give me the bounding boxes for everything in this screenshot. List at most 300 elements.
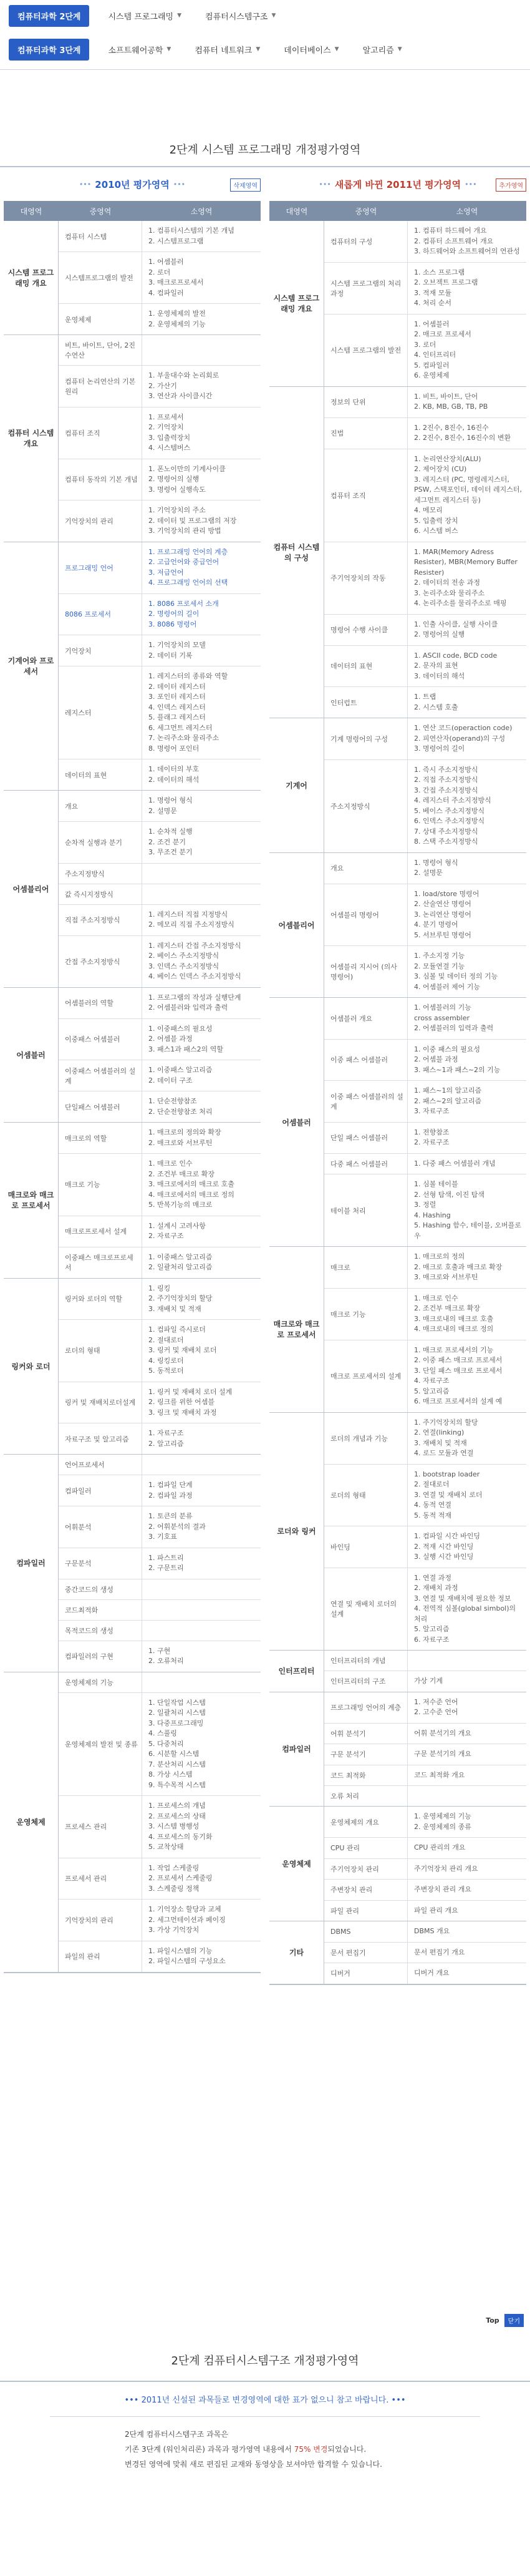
middle-area-cell: 테이블 처리 [324, 1174, 408, 1246]
table-row [324, 387, 526, 418]
section2-subtitle: ••• 2011년 신설된 과목들로 변경영역에 대한 표가 없으니 참고 바랍니다. ••• [124, 2396, 406, 2405]
stars-decoration: ••• [173, 180, 186, 188]
table-row [324, 853, 526, 884]
minor-area-cell: 1. 컴퓨터 하드웨어 개요 2. 컴퓨터 소프트웨어 개요 3. 하드웨어와 소프트웨어의 연관성 [414, 227, 520, 255]
header-major: 대영역 [20, 207, 42, 216]
table-row [324, 1174, 526, 1246]
minor-area-cell: 1. 단순전향참조 2. 단순전향참조 처리 [148, 1097, 213, 1116]
middle-area-cell: 중간코드의 생성 [59, 1579, 142, 1599]
table-row [59, 1154, 261, 1216]
table-row [59, 1123, 261, 1154]
table-row [324, 1465, 526, 1527]
table-group [4, 542, 261, 791]
table-row [324, 1724, 526, 1745]
group-rows [324, 1692, 526, 1807]
middle-area-cell: 로더의 형태 [324, 1465, 408, 1526]
close-button[interactable]: 닫기 [504, 2314, 524, 2327]
minor-area-cell: 1. 컴파일 즉시로더 2. 절대로더 3. 링커 및 재배치 로더 4. 링킹로더 5. 동적로더 [148, 1325, 217, 1375]
table-row [59, 366, 261, 407]
middle-area-cell: 구문 분석기 [324, 1744, 408, 1765]
middle-area-cell: 프로그래밍 언어 [59, 542, 142, 593]
table-row [59, 1247, 261, 1278]
minor-area-cell: 1. 어셈블러 2. 매크로 프로세서 3. 로더 4. 인터프리터 5. 컴파일러 6. 운영체제 [414, 320, 471, 379]
table-row [59, 1858, 261, 1900]
middle-area-cell: 단일패스 어셈블러 [59, 1091, 142, 1122]
header-middle: 중영역 [355, 207, 377, 216]
middle-area-cell: 어셈블리 명령어 [324, 884, 408, 946]
chevron-down-icon: ▼ [271, 12, 276, 19]
table-group [269, 221, 526, 387]
table-row [324, 1289, 526, 1340]
group-rows [324, 1921, 526, 1984]
group-rows [324, 1807, 526, 1921]
table-row [324, 1744, 526, 1765]
table-row [324, 760, 526, 852]
middle-area-cell: 매크로의 역할 [59, 1123, 142, 1153]
minor-area-cell: 1. 기억장소 할당과 교체 2. 세그먼테이션과 페이징 3. 가상 기억장치 [148, 1905, 226, 1934]
table-row [59, 1641, 261, 1672]
table-row [324, 1921, 526, 1943]
minor-area-cell: 1. 즉시 주소지정방식 2. 직접 주소지정방식 3. 간접 주소지정방식 4. 레지스터 주소지정방식 5. 베이스 주소지정방식 6. 인덱스 주소지정방식 7. 상대 주소지정방식 8. 스택 주소지정방식 [414, 765, 491, 846]
table-row [59, 304, 261, 334]
table-group [269, 1651, 526, 1692]
table-row [324, 315, 526, 386]
middle-area-cell: 코드 최적화 [324, 1765, 408, 1786]
table-row [59, 1621, 261, 1641]
minor-area-cell: 1. 구현 2. 오류처리 [148, 1646, 184, 1665]
middle-area-cell: 컴퓨터 동작의 기본 개념 [59, 459, 142, 500]
middle-area-cell: 주기억장치 관리 [324, 1859, 408, 1880]
header-minor: 소영역 [190, 207, 213, 216]
minor-area-cell: 1. 심볼 테이블 2. 선형 탐색, 이진 탐색 3. 정렬 4. Hashing 5. Hashing 함수, 테이블, 오버플로우 [414, 1180, 521, 1240]
middle-area-cell: 운영체제의 발전 및 종류 [59, 1693, 142, 1796]
middle-area-cell: 로더의 형태 [59, 1320, 142, 1382]
nav-link-computer-architecture[interactable]: 컴퓨터시스템구조 ▼ [205, 12, 276, 22]
group-name: 매크로와 매크로 프로세서 [269, 1247, 324, 1412]
minor-area-cell: 1. 소스 프로그램 2. 오브젝트 프로그램 3. 적재 모듈 4. 처리 순서 [414, 268, 478, 307]
group-rows [59, 221, 261, 334]
middle-area-cell: 시스템프로그램의 발전 [59, 252, 142, 303]
middle-area-cell: 개요 [324, 853, 408, 884]
minor-area-cell: 1. 이중패스 알고리즘 2. 일괄처리 알고리즘 [148, 1252, 213, 1271]
table-row [324, 1859, 526, 1880]
minor-area-cell: 1. load/store 명령어 2. 산술연산 명령어 3. 논리연산 명령어 4. 분기 명령어 5. 서브루틴 명령어 [414, 889, 479, 939]
table-row [324, 1880, 526, 1901]
header-minor: 소영역 [456, 207, 478, 216]
stars-decoration: ••• [79, 180, 92, 188]
table-row [324, 542, 526, 615]
top-controls [0, 2308, 530, 2333]
table-row [324, 646, 526, 688]
group-name: 어셈블리어 [269, 853, 324, 998]
table-row [324, 1340, 526, 1412]
group-name: 어셈블리어 [4, 791, 59, 987]
group-rows [59, 1672, 261, 1972]
table-row [324, 1671, 526, 1692]
table-row [324, 718, 526, 760]
group-name: 컴퓨터 시스템 개요 [4, 335, 59, 542]
middle-area-cell: 주소지정방식 [324, 760, 408, 852]
group-name: 어셈블러 [269, 998, 324, 1246]
minor-area-cell: 1. 저수준 언어 2. 고수준 언어 [414, 1697, 458, 1716]
middle-area-cell: 이중패스 어셈블러 [59, 1019, 142, 1060]
group-name: 어셈블러 [4, 988, 59, 1123]
table-row [59, 1216, 261, 1247]
chevron-down-icon: ▼ [177, 12, 182, 19]
minor-area-cell: 1. 링커 및 재배치 로더 설계 2. 링크를 위한 어셈블 3. 링크 및 재배치 과정 [148, 1387, 233, 1417]
left-table-header [4, 201, 261, 221]
table-row [59, 791, 261, 822]
table-row [59, 335, 261, 366]
comparison-tables [0, 167, 530, 2308]
middle-area-cell: 컴파일러 [59, 1475, 142, 1506]
middle-area-cell: 파일의 관리 [59, 1941, 142, 1972]
minor-area-cell: 1. 프로세서 2. 기억장치 3. 입출력장치 4. 시스템버스 [148, 412, 191, 452]
minor-area-cell: 코드 최적화 개요 [414, 1770, 465, 1779]
group-rows [59, 1455, 261, 1672]
right-column-2011 [269, 167, 526, 2308]
minor-area-cell [142, 884, 261, 904]
middle-area-cell: 시스템 프로그램의 처리과정 [324, 263, 408, 314]
table-row [59, 864, 261, 884]
minor-area-cell: 1. 인출 사이클, 실행 사이클 2. 명령어의 실행 [414, 620, 498, 638]
minor-area-cell: 1. 링킹 2. 주기억장치의 할당 3. 재배치 및 적재 [148, 1284, 213, 1313]
right-column-header [269, 167, 526, 201]
minor-area-cell: 1. 주기억장치의 할당 2. 연결(linking) 3. 재배치 및 적재 4. 로드 모듈과 연결 [414, 1418, 478, 1457]
deleted-area-tag: 삭제영역 [230, 178, 261, 192]
minor-area-cell: 1. 매크로의 정의와 확장 2. 매크로와 서브루틴 [148, 1128, 221, 1147]
table-row [324, 946, 526, 997]
middle-area-cell: 연결 및 재배치 로더의 설계 [324, 1568, 408, 1651]
table-group [269, 1413, 526, 1651]
minor-area-cell [142, 1600, 261, 1620]
middle-area-cell: 컴파일러의 구현 [59, 1641, 142, 1672]
minor-area-cell: 1. 레지스터 직접 지정방식 2. 메모리 직접 주소지정방식 [148, 910, 234, 929]
top-link[interactable]: Top [486, 2316, 499, 2325]
middle-area-cell: 프로세서 관리 [59, 1858, 142, 1900]
minor-area-cell: 1. 이중패스 알고리즘 2. 데이터 구조 [148, 1066, 213, 1085]
table-row [324, 1154, 526, 1175]
minor-area-cell: 구문 분석기의 개요 [414, 1750, 472, 1758]
middle-area-cell: 매크로 기능 [59, 1154, 142, 1216]
middle-area-cell: 기억장치의 관리 [59, 1900, 142, 1941]
left-table-body [4, 221, 261, 1973]
minor-area-cell: CPU 관리의 개요 [414, 1843, 466, 1852]
group-name: 시스템 프로그래밍 개요 [269, 221, 324, 386]
minor-area-cell: 1. 트랩 2. 시스템 호출 [414, 693, 458, 711]
minor-area-cell [142, 335, 261, 365]
table-group [4, 1672, 261, 1973]
group-name: 인터프리터 [269, 1651, 324, 1692]
table-group [4, 988, 261, 1123]
table-row [324, 1786, 526, 1806]
middle-area-cell: 기억장치의 관리 [59, 500, 142, 542]
table-row [59, 594, 261, 636]
stage2-badge[interactable]: 컴퓨터과학 2단계 [9, 5, 89, 27]
table-row [324, 1040, 526, 1081]
table-group [4, 335, 261, 542]
table-row [324, 1568, 526, 1651]
table-group [269, 853, 526, 998]
middle-area-cell: 컴퓨터 논리연산의 기본 원리 [59, 366, 142, 407]
middle-area-cell: 운영체제 [59, 304, 142, 334]
table-row [324, 1901, 526, 1921]
middle-area-cell: 매크로 [324, 1247, 408, 1288]
middle-area-cell: 비트, 바이트, 단어, 2진수연산 [59, 335, 142, 365]
middle-area-cell: 시스템 프로그램의 발전 [324, 315, 408, 386]
minor-area-cell: 1. 연결 과정 2. 재배치 과정 3. 연결 및 재배치에 필요한 정보 4. 전역적 심볼(global simbol)의 처리 5. 알고리즘 6. 자료구조 [414, 1573, 516, 1644]
middle-area-cell: 매크로프로세서 설계 [59, 1216, 142, 1247]
table-row [59, 407, 261, 459]
minor-area-cell: 1. 프로세스의 개념 2. 프로세스의 상태 3. 시스템 병행성 4. 프로세스의 동기화 5. 교착상태 [148, 1802, 213, 1851]
table-row [324, 1123, 526, 1154]
left-column-2010 [4, 167, 261, 2308]
nav-link-software-engineering[interactable]: 소프트웨어공학 ▼ [108, 46, 171, 56]
group-rows [324, 853, 526, 998]
minor-area-cell: 1. 매크로 인수 2. 조건부 매크로 확장 3. 매크로에서의 매크로 호출 4. 매크로에서의 매크로 정의 5. 반복기능의 매크로 [148, 1159, 234, 1209]
table-row [59, 988, 261, 1019]
nav-link-database[interactable]: 데이터베이스 ▼ [284, 46, 339, 56]
middle-area-cell: 직접 주소지정방식 [59, 905, 142, 935]
minor-area-cell: 1. 설계시 고려사항 2. 자료구조 [148, 1221, 206, 1240]
table-row [324, 449, 526, 542]
group-rows [324, 1247, 526, 1412]
minor-area-cell: 1. 작업 스케줄링 2. 프로세서 스케줄링 3. 스케줄링 정책 [148, 1863, 213, 1893]
minor-area-cell: 1. 이중패스의 필요성 2. 어셈블 과정 3. 패스1과 패스2의 역할 [148, 1024, 223, 1053]
table-row [324, 263, 526, 315]
nav-row-stage2 [0, 0, 530, 27]
minor-area-cell: 1. 데이터의 부호 2. 데이터의 해석 [148, 765, 200, 784]
table-row [59, 1941, 261, 1972]
middle-area-cell: 주소지정방식 [59, 864, 142, 884]
minor-area-cell: 1. ASCII code, BCD code 2. 문자의 표현 3. 데이터의 해석 [414, 651, 498, 680]
minor-area-cell: 디버거 개요 [414, 1969, 450, 1977]
middle-area-cell: 매크로 프로세서의 설계 [324, 1340, 408, 1412]
section2-title: 2단계 컴퓨터시스템구조 개정평가영역 [0, 2333, 530, 2382]
table-row [59, 884, 261, 905]
minor-area-cell: 1. 기억장치의 주소 2. 데이터 및 프로그램의 저장 3. 기억장치의 관리 방법 [148, 506, 237, 535]
table-row [59, 635, 261, 666]
nav-row-stage3 [0, 34, 530, 61]
stars-decoration: ••• [465, 180, 477, 188]
table-row [59, 1796, 261, 1858]
table-row [59, 1423, 261, 1454]
minor-area-cell: 1. 폰노이만의 기계사이클 2. 명령어의 실행 3. 명령어 실행속도 [148, 464, 226, 494]
middle-area-cell: 기억장치 [59, 635, 142, 666]
middle-area-cell: 바인딩 [324, 1526, 408, 1568]
table-row [59, 822, 261, 864]
table-row [324, 1765, 526, 1787]
table-group [4, 791, 261, 988]
table-row [324, 418, 526, 449]
table-row [59, 1091, 261, 1122]
right-table-header [269, 201, 526, 221]
table-row [324, 1247, 526, 1289]
minor-area-cell: 1. 비트, 바이트, 단어 2. KB, MB, GB, TB, PB [414, 392, 488, 411]
table-row [324, 615, 526, 646]
table-row [59, 1279, 261, 1320]
table-row [59, 905, 261, 936]
table-group [269, 387, 526, 719]
minor-area-cell: 1. 다중 패스 어셈블러 개념 [414, 1159, 496, 1168]
table-row [324, 1692, 526, 1724]
middle-area-cell: 운영체제의 개요 [324, 1807, 408, 1837]
middle-area-cell: 진법 [324, 418, 408, 449]
table-group [269, 1921, 526, 1984]
table-row [59, 459, 261, 501]
group-name: 시스템 프로그래밍 개요 [4, 221, 59, 334]
group-rows [59, 1279, 261, 1455]
middle-area-cell: 어셈블리 지시어 (의사 명령어) [324, 946, 408, 997]
group-rows [59, 791, 261, 987]
header-middle: 중영역 [89, 207, 112, 216]
table-row [59, 936, 261, 987]
table-group [4, 1455, 261, 1672]
group-rows [324, 718, 526, 852]
minor-area-cell: 1. 전향참조 2. 자료구조 [414, 1128, 450, 1146]
middle-area-cell: 오류 처리 [324, 1786, 408, 1806]
section2-subtitle-text: 2011년 신설된 과목들로 변경영역에 대한 표가 없으니 참고 바랍니다. [141, 2396, 389, 2405]
middle-area-cell: 순차적 실행과 분기 [59, 822, 142, 863]
table-group [4, 1279, 261, 1455]
table-row [59, 1019, 261, 1061]
minor-area-cell: 1. 부울대수와 논리회로 2. 가산기 3. 연산과 사이클시간 [148, 371, 219, 400]
table-row [324, 998, 526, 1040]
table-row [324, 1651, 526, 1671]
minor-area-cell: 주기억장치 관리 개요 [414, 1864, 478, 1873]
middle-area-cell: 간접 주소지정방식 [59, 936, 142, 987]
middle-area-cell: 이중 패스 어셈블러의 설계 [324, 1081, 408, 1122]
middle-area-cell: 인터럽트 [324, 687, 408, 718]
middle-area-cell: 링커 및 재배치로더설계 [59, 1382, 142, 1423]
group-rows [59, 542, 261, 791]
table-row [59, 500, 261, 542]
table-group [269, 1807, 526, 1921]
table-row [324, 1413, 526, 1465]
middle-area-cell: 주변장치 관리 [324, 1880, 408, 1900]
minor-area-cell: 1. 8086 프로세서 소개 2. 명령어의 길이 3. 8086 명령어 [148, 599, 219, 628]
minor-area-cell: 1. 토큰의 분류 2. 어휘분석의 결과 3. 기호표 [148, 1512, 206, 1541]
middle-area-cell: 목적코드의 생성 [59, 1621, 142, 1641]
group-name: 컴퓨터 시스템의 구성 [269, 387, 324, 718]
minor-area-cell: 주변장치 관리 개요 [414, 1885, 472, 1893]
middle-area-cell: 링커와 로더의 역할 [59, 1279, 142, 1320]
middle-area-cell: 이중패스 어셈블러의 설계 [59, 1060, 142, 1091]
minor-area-cell: 1. 2진수, 8진수, 16진수 2. 2진수, 8진수, 16진수의 변환 [414, 423, 511, 442]
table-row [324, 1526, 526, 1568]
middle-area-cell: CPU 관리 [324, 1838, 408, 1858]
minor-area-cell: 1. 프로그래밍 언어의 계층 2. 고급언어와 중급언어 3. 저급언어 4. 프로그래밍 언어의 선택 [148, 547, 228, 587]
chevron-down-icon: ▼ [334, 46, 339, 52]
table-row [324, 884, 526, 947]
table-row [59, 221, 261, 252]
group-name: 기계어와 프로세서 [4, 542, 59, 791]
minor-area-cell: 문서 편집기 개요 [414, 1948, 465, 1956]
middle-area-cell: 운영체제의 기능 [59, 1672, 142, 1692]
table-row [59, 1693, 261, 1797]
nav-link-algorithm[interactable]: 알고리즘 ▼ [362, 46, 402, 56]
group-name: 기계어 [269, 718, 324, 852]
middle-area-cell: 인터프리터의 개념 [324, 1651, 408, 1671]
minor-area-cell: 1. 명령어 형식 2. 설명문 [414, 858, 458, 877]
table-row [59, 1600, 261, 1621]
middle-area-cell: 주기억장치의 작동 [324, 542, 408, 614]
table-row [59, 1579, 261, 1600]
table-row [59, 542, 261, 594]
middle-area-cell: 다중 패스 어셈블러 [324, 1154, 408, 1174]
group-name: 기타 [269, 1921, 324, 1984]
table-group [269, 998, 526, 1247]
chevron-down-icon: ▼ [256, 46, 261, 52]
minor-area-cell: 1. 파일시스템의 기능 2. 파일시스템의 구성요소 [148, 1946, 226, 1965]
minor-area-cell: 가상 기계 [414, 1677, 443, 1685]
group-name: 컴파일러 [269, 1692, 324, 1807]
group-name: 운영체제 [4, 1672, 59, 1972]
nav-link-network[interactable]: 컴퓨터 네트워크 ▼ [195, 46, 261, 56]
nav-link-system-programming[interactable]: 시스템 프로그래밍 ▼ [108, 12, 182, 22]
minor-area-cell: 1. 명령어 형식 2. 설명문 [148, 796, 193, 815]
table-row [324, 1963, 526, 1984]
middle-area-cell: 이중패스 매크로프로세서 [59, 1247, 142, 1278]
middle-area-cell: 레지스터 [59, 666, 142, 759]
minor-area-cell: 1. 어셈블러의 기능 cross assembler 2. 어셈블러의 입력과 출력 [414, 1003, 494, 1032]
middle-area-cell: 파일 관리 [324, 1901, 408, 1921]
table-row [324, 221, 526, 263]
table-row [59, 1548, 261, 1579]
middle-area-cell: 매크로 기능 [324, 1289, 408, 1340]
table-row [324, 687, 526, 718]
group-rows [59, 988, 261, 1123]
group-name: 매크로와 매크로 프로세서 [4, 1123, 59, 1278]
group-name: 운영체제 [269, 1807, 324, 1921]
stars-decoration: ••• [319, 180, 331, 188]
group-rows [324, 998, 526, 1246]
minor-area-cell: 1. 어셈블러 2. 로더 3. 매크로프로세서 4. 컴파일러 [148, 258, 204, 297]
middle-area-cell: 디버거 [324, 1963, 408, 1984]
top-navigation [0, 0, 530, 70]
table-group [269, 718, 526, 853]
table-group [269, 1247, 526, 1413]
middle-area-cell: 자료구조 및 알고리즘 [59, 1423, 142, 1454]
middle-area-cell: 데이터의 표현 [59, 759, 142, 790]
middle-area-cell: 데이터의 표현 [324, 646, 408, 687]
minor-area-cell: 1. 매크로 인수 2. 조건부 매크로 확장 3. 매크로내의 매크로 호출 4. 매크로내의 매크로 정의 [414, 1294, 494, 1333]
chevron-down-icon: ▼ [166, 46, 171, 52]
table-row [59, 1320, 261, 1382]
stage3-badge[interactable]: 컴퓨터과학 3단계 [9, 39, 89, 61]
right-column-title: 새롭게 바뀐 2011년 평가영역 [334, 178, 461, 190]
notice-line-1: 2단계 컴퓨터시스템구조 과목은 [125, 2430, 228, 2439]
right-table-body [269, 221, 526, 1985]
middle-area-cell: 기계 명령어의 구성 [324, 718, 408, 759]
minor-area-cell [142, 1672, 261, 1692]
minor-area-cell: 1. 매크로 프로세서의 기능 2. 이중 패스 매크로 프로세서 3. 단일 패스 매크로 프로세서 4. 자료구조 5. 알고리즘 6. 매크로 프로세서의 설계 예 [414, 1345, 503, 1405]
left-column-header [4, 167, 261, 201]
middle-area-cell: 어셈블러의 역할 [59, 988, 142, 1018]
minor-area-cell: 1. 운영체제의 기능 2. 운영체제의 종류 [414, 1812, 471, 1831]
table-row [59, 759, 261, 790]
minor-area-cell: 1. 기억장치의 모델 2. 데이터 기록 [148, 641, 206, 660]
minor-area-cell: 1. 패스~1의 알고리즘 2. 패스~2의 알고리즘 3. 자료구조 [414, 1086, 482, 1115]
table-row [59, 1900, 261, 1941]
left-column-title: 2010년 평가영역 [95, 178, 170, 190]
middle-area-cell: 컴퓨터의 구성 [324, 221, 408, 262]
table-row [59, 1672, 261, 1693]
table-row [324, 1838, 526, 1859]
notice-line-3: 변경된 영역에 맞춰 새로 편집된 교재와 동영상을 보셔야만 합격할 수 있습니다. [125, 2460, 382, 2469]
group-rows [59, 335, 261, 542]
minor-area-cell: 1. 컴파일 시간 바인딩 2. 적재 시간 바인딩 3. 실행 시간 바인딩 [414, 1532, 480, 1561]
